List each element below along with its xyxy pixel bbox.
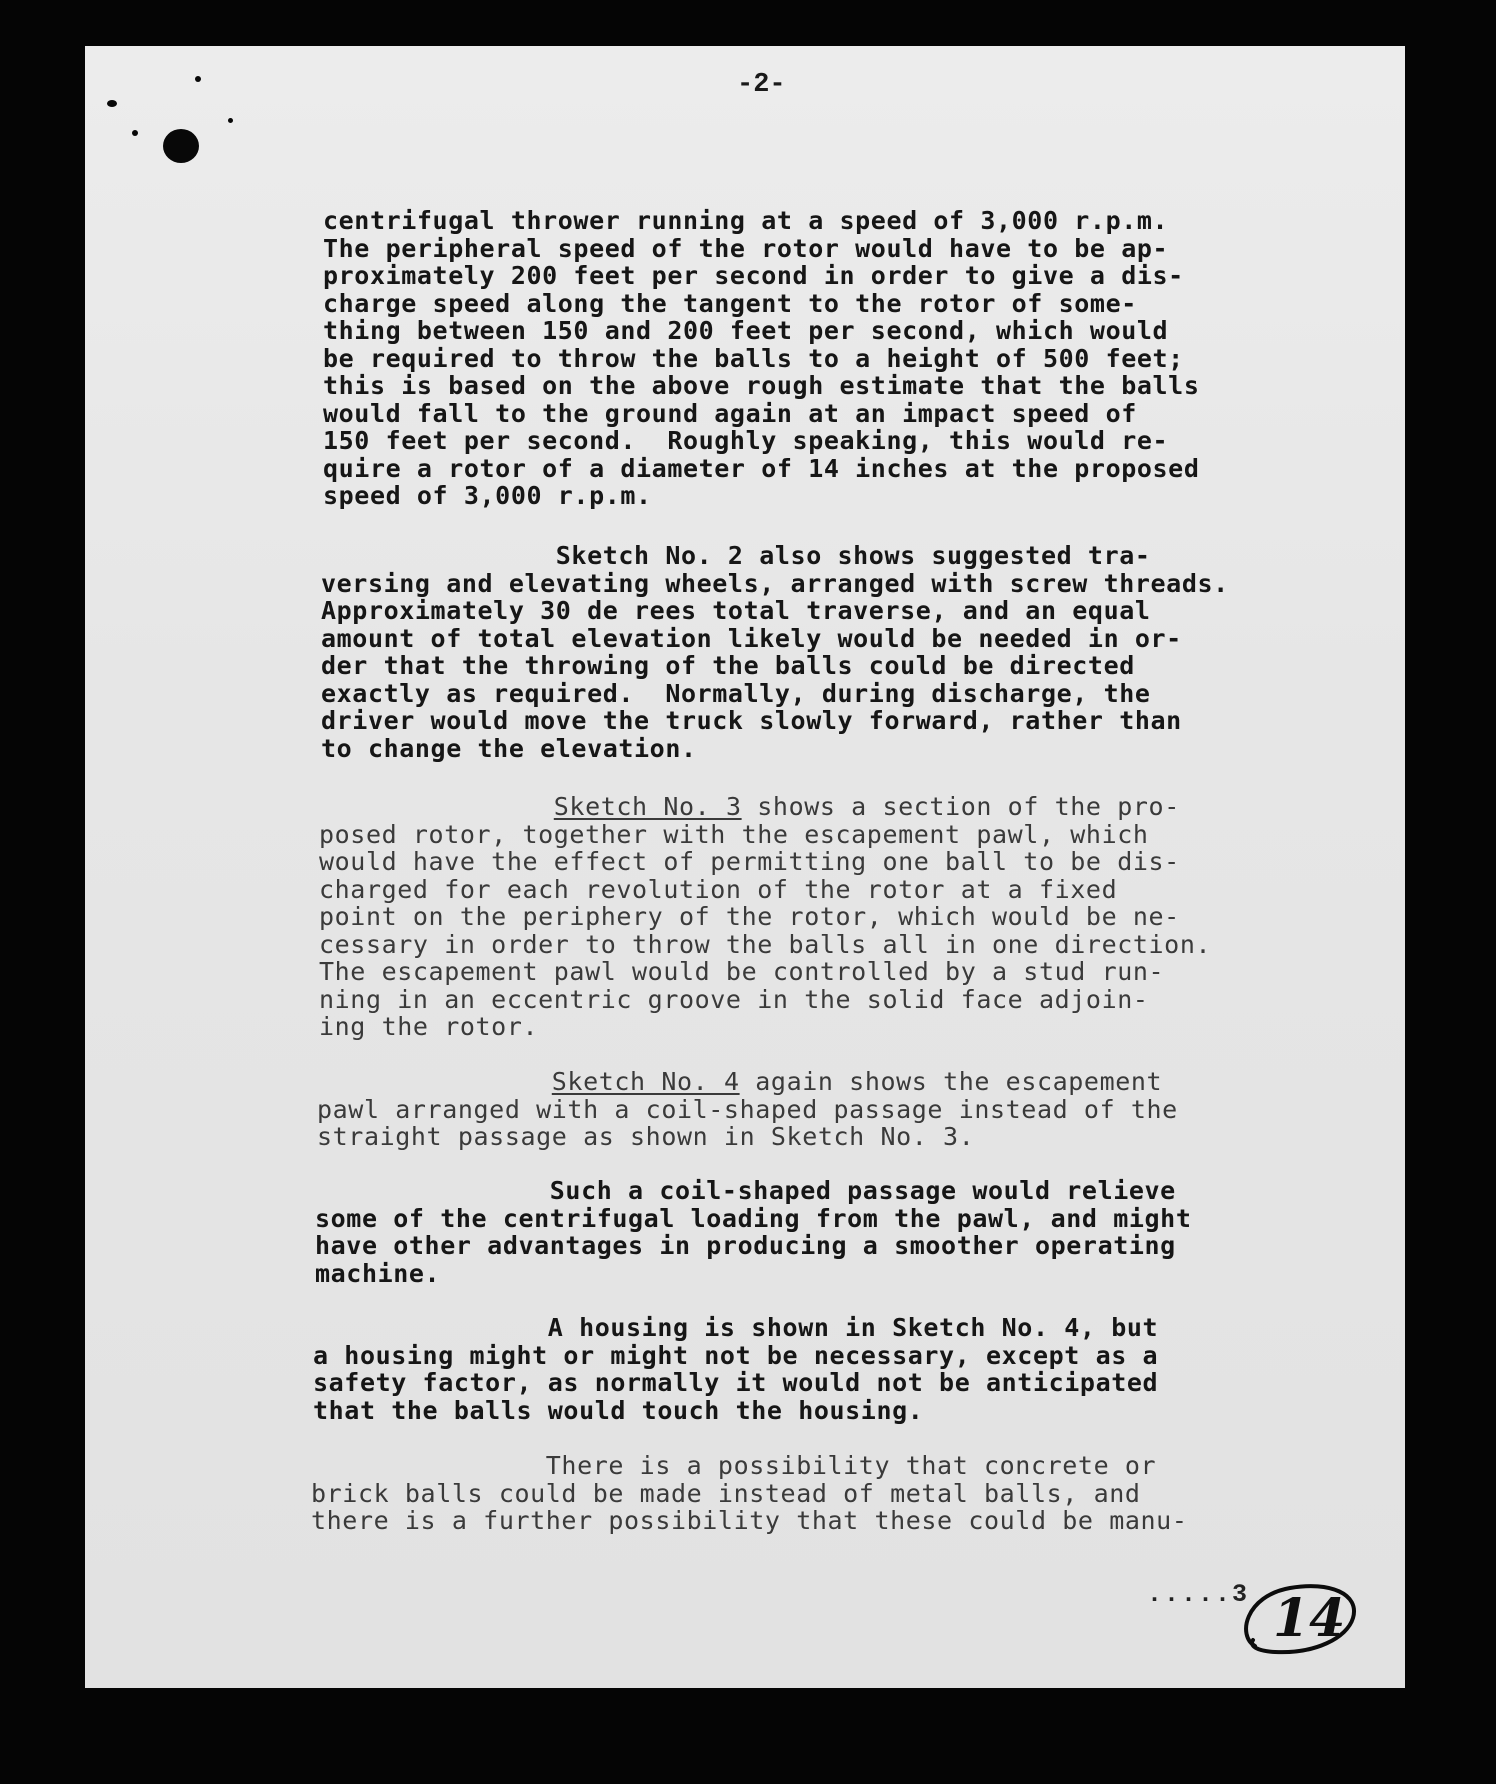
paragraph-sketch-2: Sketch No. 2 also shows suggested tra- versing and elevating wheels, arranged with screw threads. Approximately 30 de rees total traverse, and an equal amount of total elevation likely would be needed in or- der that the throwing of the balls could be directed exactly as required. Normally, during discharge, the driver would move the truck slowly forward, rather than to change the elevation. bbox=[321, 541, 1229, 763]
page-number: -2- bbox=[737, 70, 786, 100]
ink-speck bbox=[132, 130, 138, 136]
ink-speck bbox=[163, 129, 199, 163]
sketch-4-reference: Sketch No. 4 bbox=[551, 1067, 740, 1096]
paragraph-rotor-speed: centrifugal thrower running at a speed of 3,000 r.p.m. The peripheral speed of the rotor would have to be ap- proximately 200 feet per second in order to give a dis- charge speed along the tangent to the rotor of some- thing between 150 and 200 feet per second, which would be required to throw the balls to a height of 500 feet; this is based on the above rough estimate that the balls would fall to the ground again at an impact speed of 150 feet per second. Roughly speaking, this would re- quire a rotor of a diameter of 14 inches at the proposed speed of 3,000 r.p.m. bbox=[323, 206, 1200, 510]
paragraph-sketch-4: Sketch No. 4 again shows the escapement pawl arranged with a coil-shaped passage instead of the straight passage as shown in Sketch No. 3. bbox=[317, 1067, 1178, 1151]
handwritten-folio-number bbox=[1235, 1576, 1365, 1664]
document-page bbox=[85, 46, 1405, 1688]
continuation-marker: .....3 bbox=[1147, 1580, 1250, 1609]
sketch-3-reference: Sketch No. 3 bbox=[553, 792, 742, 821]
ink-speck bbox=[107, 100, 117, 107]
folio-number: 14 bbox=[1273, 1588, 1346, 1649]
ink-speck bbox=[195, 76, 201, 82]
paragraph-concrete-balls: There is a possibility that concrete or brick balls could be made instead of metal balls, and there is a further possibility that these could be manu- bbox=[311, 1451, 1188, 1535]
ink-speck bbox=[228, 118, 233, 123]
paragraph-coil-passage: Such a coil-shaped passage would relieve some of the centrifugal loading from the pawl, and might have other advantages in producing a smoother operating machine. bbox=[315, 1176, 1192, 1288]
paragraph-sketch-3: Sketch No. 3 shows a section of the pro- posed rotor, together with the escapement pawl, which would have the effect of permitting one ball to be dis- charged for each revolution of the rotor at a fixed point on the periphery of the rotor, which would be ne- cessary in order to throw the balls all in one direction. The escapement pawl would be controlled by a stud run- ning in an eccentric groove in the solid face adjoin- ing the rotor. bbox=[319, 792, 1212, 1041]
paragraph-housing: A housing is shown in Sketch No. 4, but a housing might or might not be necessary, except as a safety factor, as normally it would not be anticipated that the balls would touch the housing. bbox=[313, 1313, 1159, 1425]
